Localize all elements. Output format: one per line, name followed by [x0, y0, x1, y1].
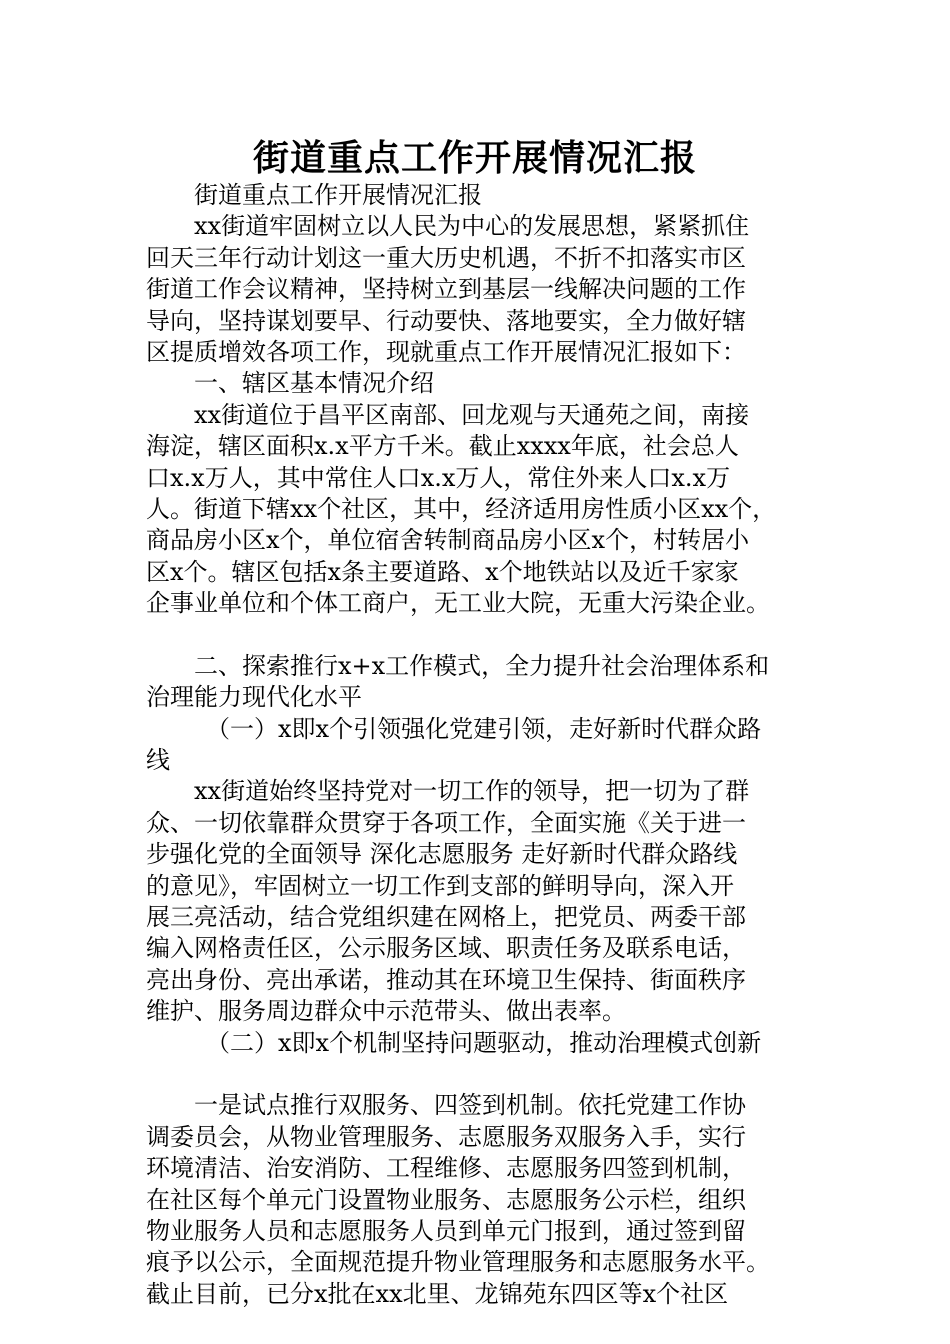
paragraph-line: 众、一切依靠群众贯穿于各项工作，全面实施《关于进一	[146, 808, 746, 837]
section-heading: 二、探索推行x+x工作模式，全力提升社会治理体系和	[194, 651, 770, 680]
document-body	[146, 180, 818, 1310]
paragraph-line: 截止目前，已分x批在xx北里、龙锦苑东四区等x个社区	[146, 1279, 729, 1308]
paragraph-line: xx街道牢固树立以人民为中心的发展思想，紧紧抓住	[194, 212, 750, 241]
paragraph-line: 一是试点推行双服务、四签到机制。依托党建工作协	[194, 1091, 746, 1120]
subsection-heading-cont: 线	[146, 746, 170, 775]
paragraph-line: 导向，坚持谋划要早、行动要快、落地要实，全力做好辖	[146, 306, 746, 335]
subsection-heading: （一）x即x个引领强化党建引领，走好新时代群众路	[206, 714, 762, 743]
subtitle-line: 街道重点工作开展情况汇报	[194, 181, 482, 209]
section-heading: 一、辖区基本情况介绍	[194, 369, 434, 398]
paragraph-line: 回天三年行动计划这一重大历史机遇，不折不扣落实市区	[146, 243, 746, 272]
paragraph-line: 调委员会，从物业管理服务、志愿服务双服务入手，实行	[146, 1122, 746, 1151]
paragraph-line: 街道工作会议精神，坚持树立到基层一线解决问题的工作	[146, 275, 746, 304]
paragraph-line: 的意见》，牢固树立一切工作到支部的鲜明导向，深入开	[146, 871, 734, 900]
paragraph-line: 展三亮活动，结合党组织建在网格上，把党员、两委干部	[146, 902, 746, 931]
subsection-heading: （二）x即x个机制坚持问题驱动，推动治理模式创新	[206, 1028, 762, 1057]
paragraph-line: 步强化党的全面领导 深化志愿服务 走好新时代群众路线	[146, 840, 738, 869]
paragraph-line: 人。街道下辖xx个社区，其中，经济适用房性质小区xx个，	[146, 494, 777, 523]
paragraph-line: 商品房小区x个，单位宿舍转制商品房小区x个，村转居小	[146, 526, 750, 555]
paragraph-line: 在社区每个单元门设置物业服务、志愿服务公示栏，组织	[146, 1185, 746, 1214]
paragraph-line: 海淀，辖区面积x.x平方千米。截止xxxx年底，社会总人	[146, 432, 739, 461]
paragraph-line: 痕予以公示，全面规范提升物业管理服务和志愿服务水平。	[146, 1248, 770, 1277]
paragraph-gap	[146, 619, 818, 650]
document-title: 街道重点工作开展情况汇报	[252, 137, 697, 179]
paragraph-line: xx街道始终坚持党对一切工作的领导，把一切为了群	[194, 777, 750, 806]
paragraph-line: 企事业单位和个体工商户，无工业大院，无重大污染企业。	[146, 589, 770, 618]
paragraph-line: 口x.x万人，其中常住人口x.x万人，常住外来人口x.x万	[146, 463, 731, 492]
paragraph-line: 编入网格责任区，公示服务区域、职责任务及联系电话，	[146, 934, 746, 963]
paragraph-line: 环境清洁、治安消防、工程维修、志愿服务四签到机制，	[146, 1154, 746, 1183]
paragraph-line: 亮出身份、亮出承诺，推动其在环境卫生保持、街面秩序	[146, 965, 746, 994]
paragraph-line: 维护、服务周边群众中示范带头、做出表率。	[146, 997, 626, 1026]
paragraph-line: 区提质增效各项工作，现就重点工作开展情况汇报如下：	[146, 337, 746, 366]
paragraph-line: 区x个。辖区包括x条主要道路、x个地铁站以及近千家家	[146, 557, 739, 586]
paragraph-line: xx街道位于昌平区南部、回龙观与天通苑之间，南接	[194, 400, 750, 429]
section-heading-cont: 治理能力现代化水平	[146, 683, 362, 712]
paragraph-gap	[146, 1059, 818, 1090]
paragraph-line: 物业服务人员和志愿服务人员到单元门报到，通过签到留	[146, 1216, 746, 1245]
